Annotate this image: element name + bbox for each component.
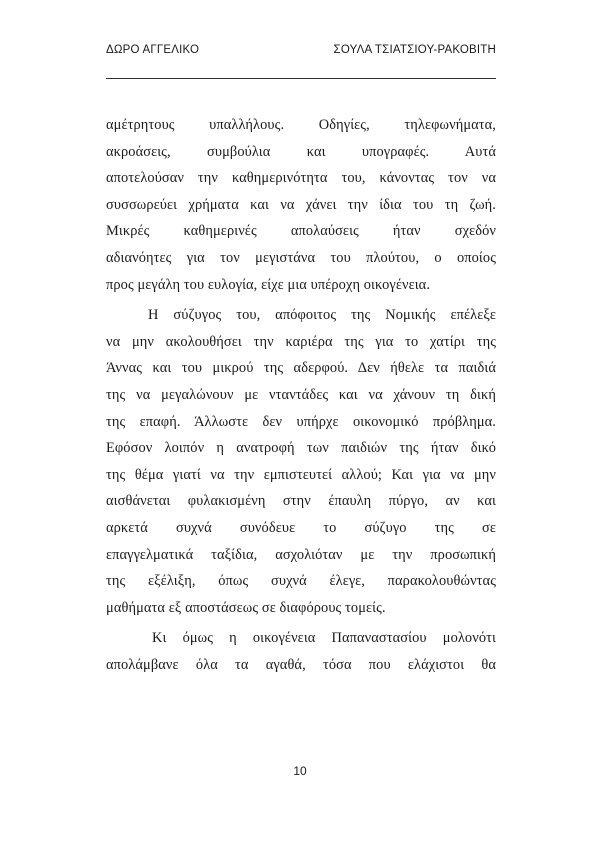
text-line: Η σύζυγος του, απόφοιτος της Νομικής επέλεξε	[148, 307, 496, 324]
text-line: επαγγελματικά ταξίδια, ασχολιόταν με την προσωπική	[106, 546, 496, 563]
page-number: 10	[293, 764, 307, 778]
text-line: αισθάνεται φυλακισμένη στην έπαυλη πύργο, αν και	[106, 493, 496, 510]
text-line: αρκετά συχνά συνόδευε το σύζυγο της σε	[106, 519, 496, 536]
body-text	[106, 112, 496, 678]
text-line: της θέμα γιατί να την εμπιστευτεί αλλού; Και για να μην	[106, 466, 496, 483]
text-line: της εξέλιξη, όπως συχνά έλεγε, παρακολουθώντας	[106, 573, 496, 590]
book-title: ΔΩΡΟ ΑΓΓΕΛΙΚΟ	[106, 44, 200, 56]
text-line: προς μεγάλη του ευλογία, είχε μια υπέροχη οικογένεια.	[106, 276, 431, 293]
text-line: Μικρές καθημερινές απολαύσεις ήταν σχεδόν	[106, 223, 496, 240]
paragraph-3	[106, 625, 496, 678]
text-line: αμέτρητους υπαλλήλους. Οδηγίες, τηλεφωνήματα,	[106, 117, 496, 133]
author-name: ΣΟΥΛΑ ΤΣΙΑΤΣΙΟΥ-ΡΑΚΟΒΙΤΗ	[333, 44, 496, 56]
text-line: συσσωρεύει χρήματα και να χάνει την ίδια του τη ζωή.	[106, 196, 496, 213]
text-line: ακροάσεις, συμβούλια και υπογραφές. Αυτά	[106, 143, 496, 160]
text-line: να μην ακολουθήσει την καριέρα της για το χατίρι της	[106, 333, 496, 350]
text-line: αποτελούσαν την καθημερινότητα του, κάνοντας τον να	[106, 170, 496, 187]
text-line: απολάμβανε όλα τα αγαθά, τόσα που ελάχιστοι θα	[106, 656, 496, 673]
text-line: της επαφή. Άλλωστε δεν υπήρχε οικονομικό πρόβλημα.	[106, 413, 496, 430]
running-header	[106, 40, 496, 62]
text-line: Άννας και του μικρού της αδερφού. Δεν ήθελε τα παιδιά	[106, 360, 496, 377]
text-line: αδιανόητες για τον μεγιστάνα του πλούτου, ο οποίος	[106, 249, 496, 266]
text-line: της να μεγαλώνουν με νταντάδες και να χάνουν τη δική	[106, 386, 496, 403]
paragraph-2	[106, 302, 496, 621]
header-divider	[106, 78, 496, 79]
paragraph-1	[106, 112, 496, 298]
text-line: Εφόσον λοιπόν η ανατροφή των παιδιών της ήταν δικό	[106, 440, 496, 457]
text-line: Κι όμως η οικογένεια Παπαναστασίου μολονότι	[152, 630, 496, 647]
text-line: μαθήματα εξ αποστάσεως σε διαφόρους τομείς.	[106, 599, 386, 616]
